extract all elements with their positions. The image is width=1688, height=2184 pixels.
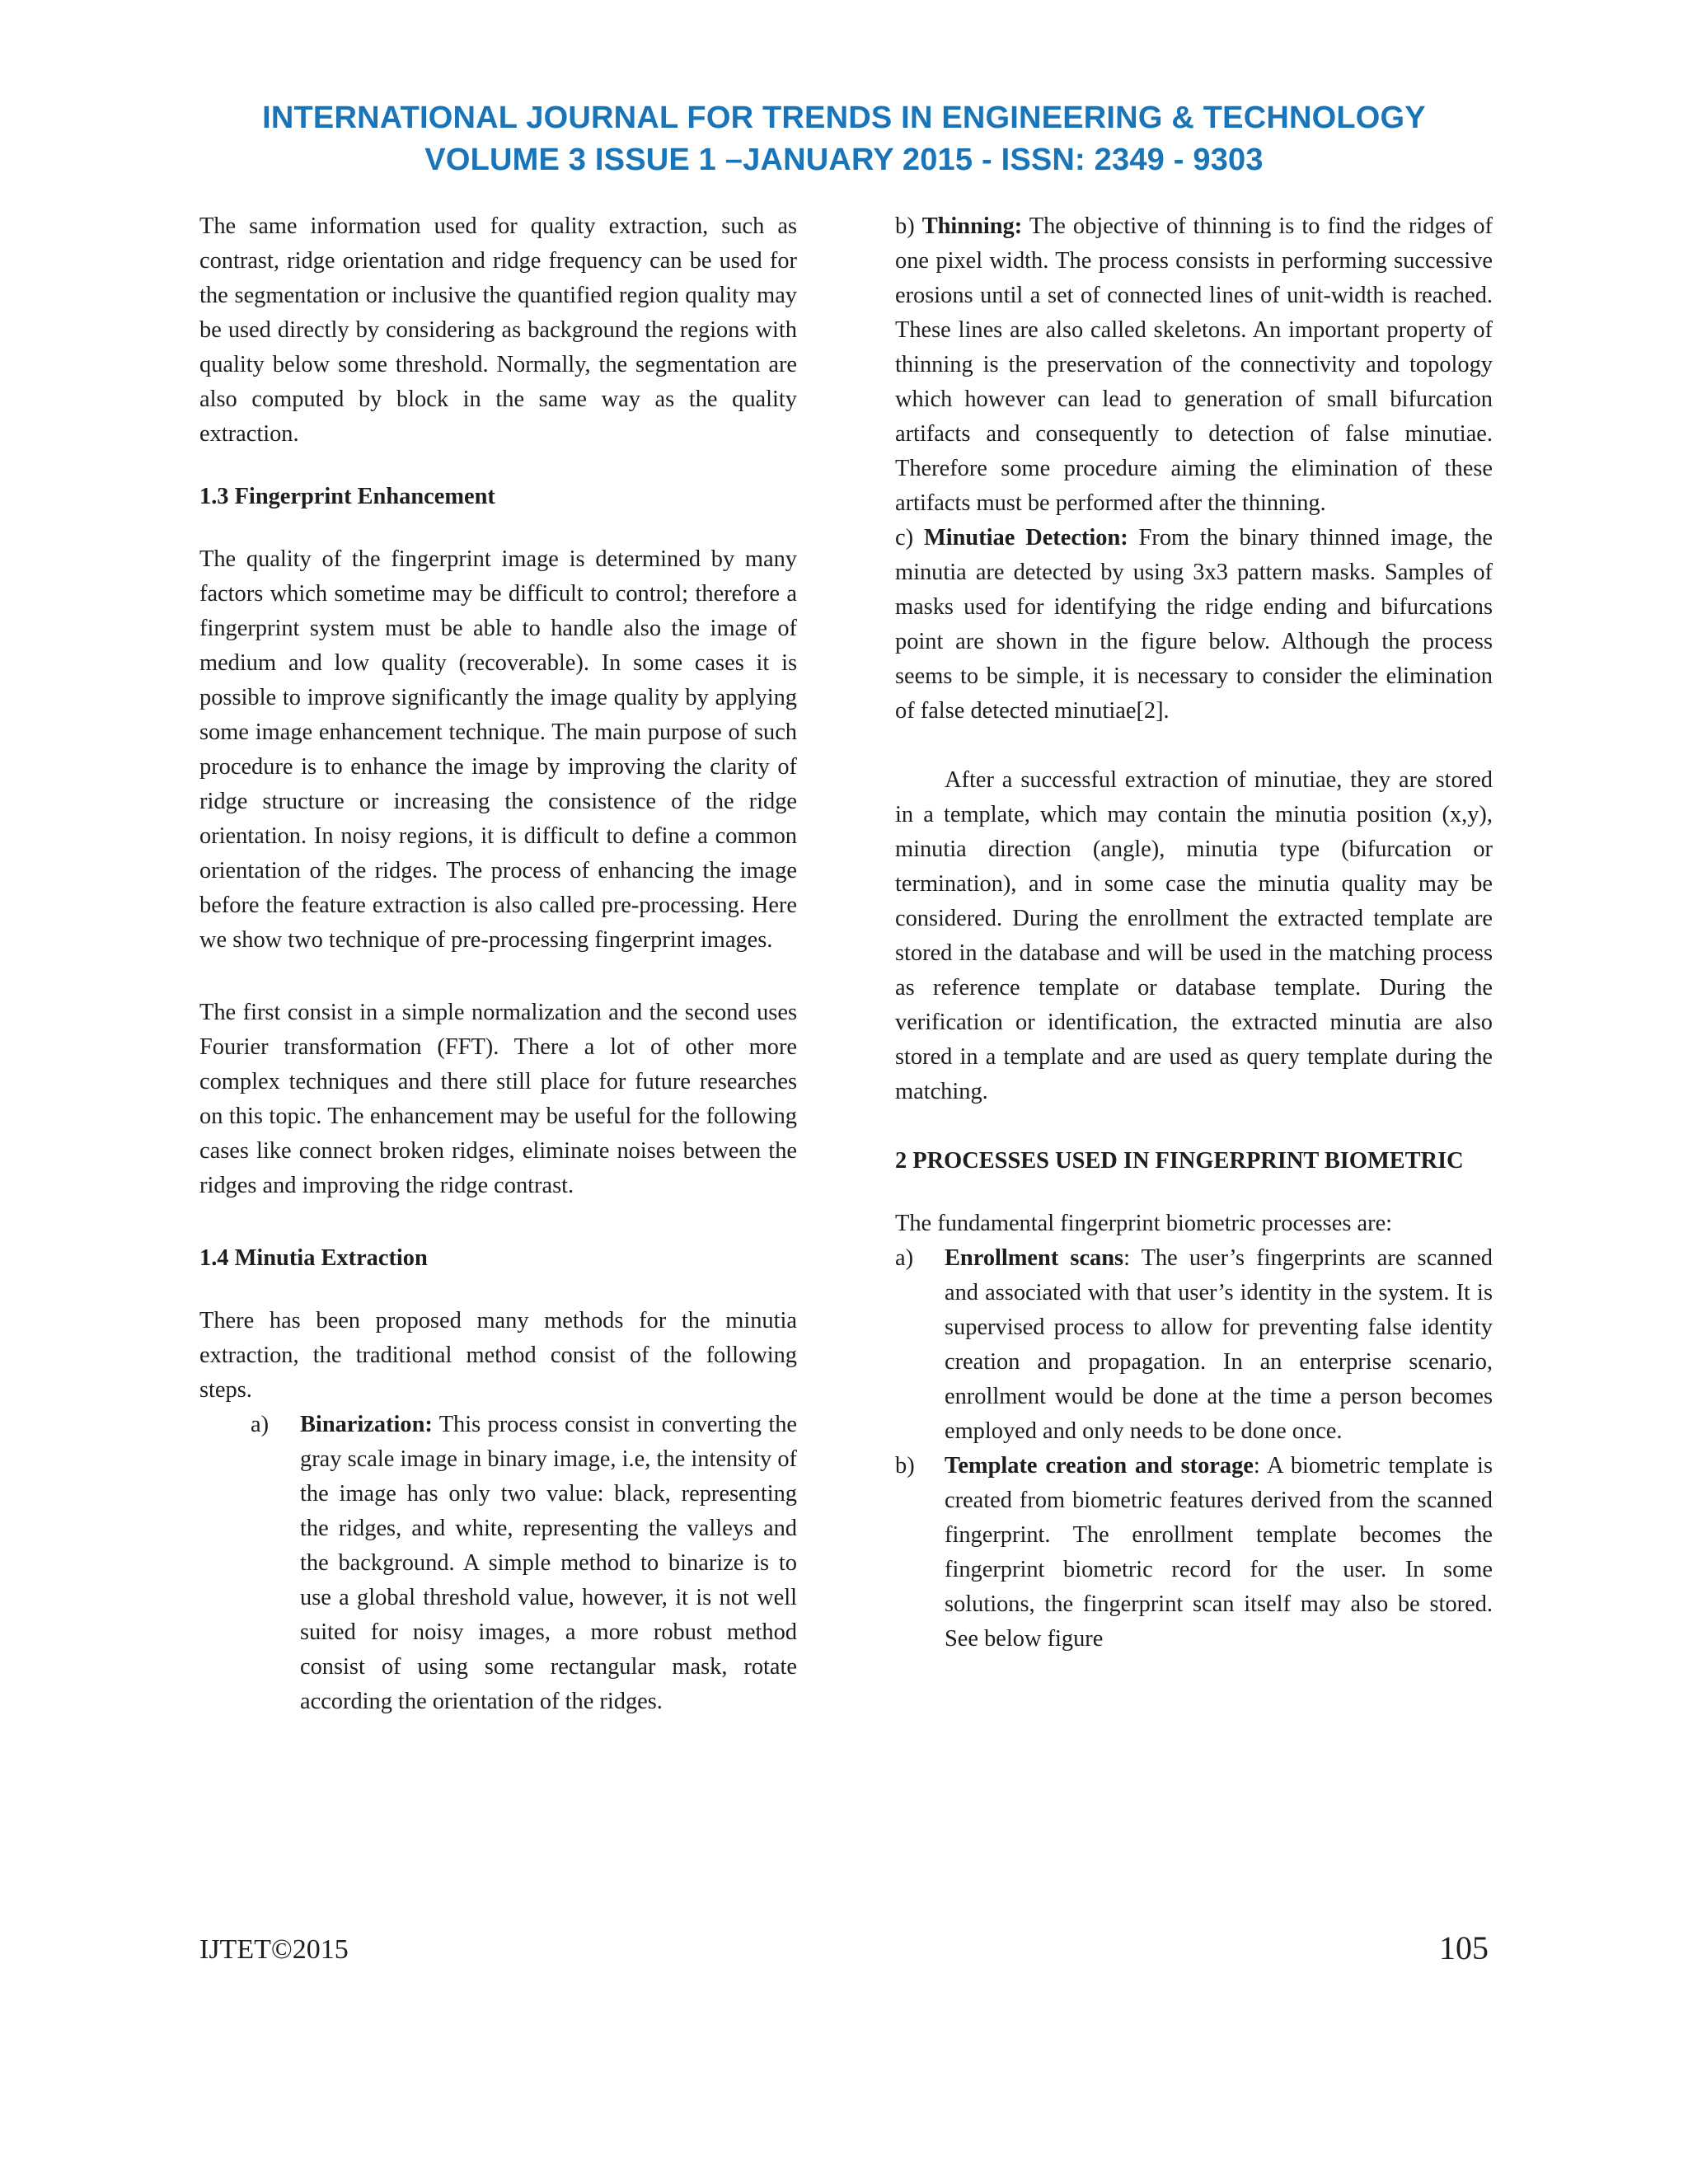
list-item-binarization (251, 1408, 797, 1719)
paragraph-processes-intro: The fundamental fingerprint biometric processes are: (895, 1211, 1393, 1236)
journal-issue-line: VOLUME 3 ISSUE 1 –JANUARY 2015 - ISSN: 2349 - 9303 (424, 143, 1264, 177)
term-binarization: Binarization: (300, 1412, 433, 1437)
minutiae-detection-text: From the binary thinned image, the minutia are detected by using 3x3 pattern masks. Samples of masks used for identifying the ridge ending and bifurcations point are shown in the figure below. Although the process seems to be simple, it is necessary to consider the elimination of false detected minutiae[2]. (895, 525, 1493, 724)
list-item-body (945, 1449, 1493, 1657)
list-marker: b) (895, 213, 922, 239)
paragraph-enhancement: The quality of the fingerprint image is determined by many factors which sometime may be difficult to control; therefore a fingerprint system must be able to handle also the image of medium and low quality (recoverable). In some cases it is possible to improve significantly the image quality by applying some image enhancement technique. The main purpose of such procedure is to enhance the image by improving the clarity of ridge structure or increasing the consistence of the ridge orientation. In noisy regions, it is difficult to define a common orientation of the ridges. The process of enhancing the image before the feature extraction is also called pre-processing. Here we show two technique of pre-processing fingerprint images. (199, 546, 797, 953)
paragraph-thinning (895, 209, 1493, 521)
section-heading-1-3: 1.3 Fingerprint Enhancement (199, 484, 495, 509)
list-item-enrollment (895, 1241, 1493, 1449)
journal-header (0, 97, 1688, 181)
minutia-steps-list (251, 1408, 797, 1719)
term-minutiae-detection: Minutiae Detection: (923, 525, 1128, 551)
paragraph-template: After a successful extraction of minutiae, they are stored in a template, which may contain the minutia position (x,y), minutia direction (angle), minutia type (bifurcation or termination), and in some case the minutia quality may be considered. During the enrollment the extracted template are stored in the database and will be used in the matching process as reference template or database template. During the verification or identification, the extracted minutia are also stored in a template and are used as query template during the matching. (895, 767, 1493, 1104)
term-thinning: Thinning: (921, 213, 1023, 239)
section-heading-2: 2 PROCESSES USED IN FINGERPRINT BIOMETRIC (895, 1148, 1464, 1174)
processes-list (895, 1241, 1493, 1657)
paragraph-segmentation: The same information used for quality extraction, such as contrast, ridge orientation and ridge frequency can be used for the segmentation or inclusive the quantified region quality may be used directly by considering as background the regions with quality below some threshold. Normally, the segmentation are also computed by block in the same way as the quality extraction. (199, 213, 797, 447)
term-enrollment: Enrollment scans (945, 1245, 1124, 1271)
list-item-body (300, 1408, 797, 1719)
journal-title: INTERNATIONAL JOURNAL FOR TRENDS IN ENGINEERING & TECHNOLOGY (262, 101, 1426, 135)
paragraph-minutia-intro: There has been proposed many methods for the minutia extraction, the traditional method consist of the following steps. (199, 1308, 797, 1403)
template-creation-text: : A biometric template is created from biometric features derived from the scanned fingerprint. The enrollment template becomes the fingerprint biometric record for the user. In some solutions, the fingerprint scan itself may also be stored. See below figure (945, 1453, 1493, 1652)
paragraph-normalization: The first consist in a simple normalization and the second uses Fourier transformation (FFT). There a lot of other more complex techniques and there still place for future researches on this topic. The enhancement may be useful for the following cases like connect broken ridges, eliminate noises between the ridges and improving the ridge contrast. (199, 1000, 797, 1198)
term-template-creation: Template creation and storage (945, 1453, 1254, 1479)
list-marker: c) (895, 525, 924, 551)
list-marker: a) (251, 1412, 270, 1437)
paragraph-minutiae-detection (895, 521, 1493, 729)
list-marker: b) (895, 1453, 915, 1479)
list-marker: a) (895, 1245, 914, 1271)
page-number: 105 (1439, 1929, 1489, 1966)
enrollment-text: : The user’s fingerprints are scanned and associated with that user’s identity in the system. It is supervised process to allow for preventing false identity creation and propagation. In an enterprise scenario, enrollment would be done at the time a person becomes employed and only needs to be done once. (945, 1245, 1493, 1444)
left-column (199, 209, 797, 1719)
binarization-text: This process consist in converting the gray scale image in binary image, i.e, the intensity of the image has only two value: black, representing the ridges, and white, representing the valleys and the background. A simple method to binarize is to use a global threshold value, however, it is not well suited for noisy images, a more robust method consist of using some rectangular mask, rotate according the orientation of the ridges. (300, 1412, 797, 1714)
section-heading-1-4: 1.4 Minutia Extraction (199, 1245, 428, 1271)
right-column (895, 209, 1493, 1657)
list-item-body (945, 1241, 1493, 1449)
thinning-text: The objective of thinning is to find the ridges of one pixel width. The process consists in performing successive erosions until a set of connected lines of unit-width is reached. These lines are also called skeletons. An important property of thinning is the preservation of the connectivity and topology which however can lead to generation of small bifurcation artifacts and consequently to detection of false minutiae. Therefore some procedure aiming the elimination of these artifacts must be performed after the thinning. (895, 213, 1493, 516)
list-item-template-creation (895, 1449, 1493, 1657)
footer-copyright: IJTET©2015 (199, 1934, 349, 1965)
